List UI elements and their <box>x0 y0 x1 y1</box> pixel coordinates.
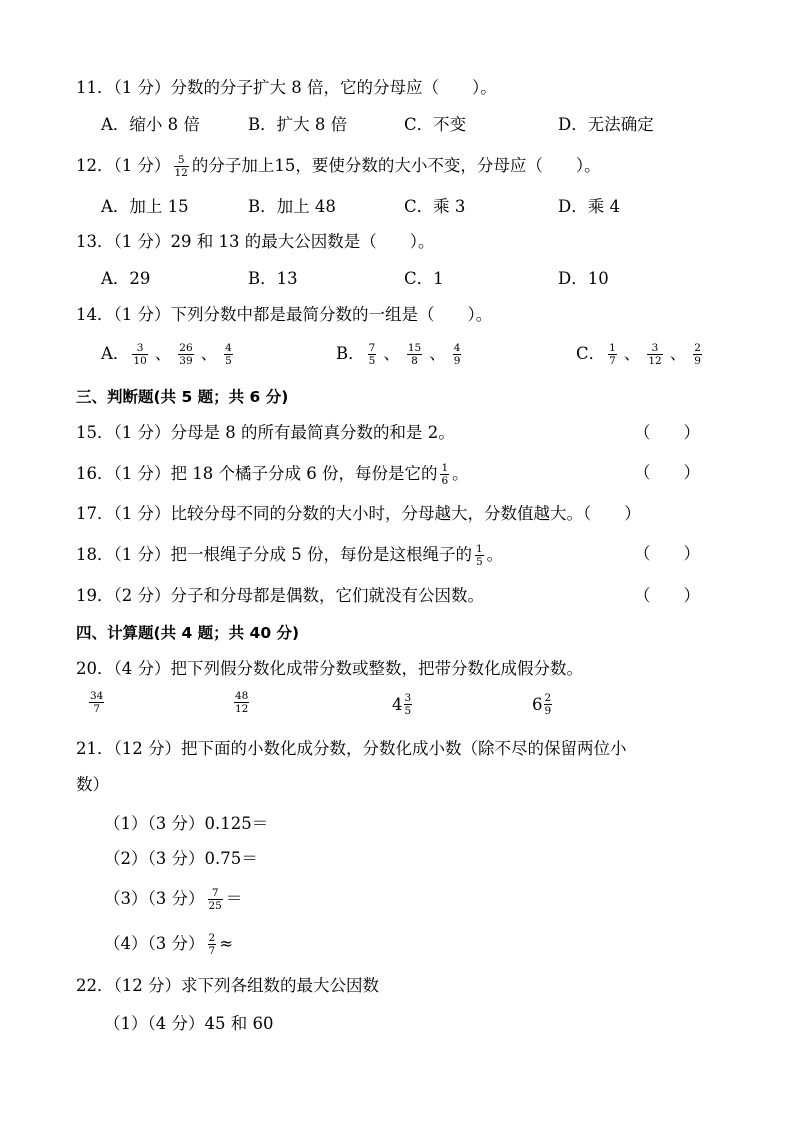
q14-a-frac-3: $\frac{4}{5}$ <box>225 342 232 367</box>
q12-frac-denominator: 12 <box>174 167 188 179</box>
separator: 、 <box>200 344 218 363</box>
q14-stem: 14．（1 分）下列分数中都是最简分数的一组是（ ）。 <box>76 305 493 324</box>
q14-a-frac-1: $\frac{3}{10}$ <box>133 342 147 367</box>
q14-label-a: A． <box>101 344 130 363</box>
q15-answer-paren: （ ） <box>634 423 700 442</box>
q20-fraction-1: $\frac{34}{7}$ <box>90 690 104 715</box>
q13-option-a: A．29 <box>101 269 151 288</box>
q20-mixed-number-2: 6 $\frac{2}{9}$ <box>532 692 552 717</box>
q21-sub-1: （1）（3 分）0.125＝ <box>104 814 269 833</box>
q12-option-a: A．加上 15 <box>101 197 189 216</box>
q20-fraction-2: $\frac{48}{12}$ <box>235 690 249 715</box>
separator: 、 <box>383 344 400 363</box>
q15-stem: 15．（1 分）分母是 8 的所有最简真分数的和是 2。 <box>76 423 455 442</box>
q21-stem-line-1: 21．（12 分）把下面的小数化成分数，分数化成小数（除不尽的保留两位小 <box>76 739 627 758</box>
q17-stem: 17．（1 分）比较分母不同的分数的大小时，分母越大，分数值越大。（ ） <box>76 504 641 523</box>
q21-sub-4: （4）（3 分） $\frac{2}{7}$ ≈ <box>104 932 234 957</box>
separator: 、 <box>623 344 641 363</box>
q11-option-b: B．扩大 8 倍 <box>248 115 348 134</box>
q22-sub-1: （1）（4 分）45 和 60 <box>104 1014 274 1033</box>
q22-stem: 22．（12 分）求下列各组数的最大公因数 <box>76 976 379 995</box>
q13-option-c: C．1 <box>404 269 444 288</box>
q12-option-d: D．乘 4 <box>558 197 620 216</box>
q14-b-frac-2: $\frac{15}{8}$ <box>407 342 422 367</box>
q11-stem: 11．（1 分）分数的分子扩大 8 倍，它的分母应（ ）。 <box>76 78 497 97</box>
q14-option-b <box>336 342 464 367</box>
q11-option-c: C．不变 <box>404 115 467 134</box>
separator: 、 <box>154 344 172 363</box>
q20-stem: 20．（4 分）把下列假分数化成带分数或整数，把带分数化成假分数。 <box>76 659 583 678</box>
q11-option-a: A．缩小 8 倍 <box>101 115 200 134</box>
q12-stem <box>76 154 601 179</box>
q19-answer-paren: （ ） <box>634 586 700 605</box>
q12-fraction <box>174 154 189 179</box>
q21-sub-2: （2）（3 分）0.75＝ <box>104 849 258 868</box>
q16-stem <box>76 462 469 487</box>
q12-prefix: 12．（1 分） <box>76 156 171 175</box>
q12-option-b: B．加上 48 <box>248 197 336 216</box>
q13-option-d: D．10 <box>558 269 609 288</box>
section-4-heading: 四、计算题(共 4 题；共 40 分) <box>76 624 300 642</box>
q18-suffix: 。 <box>486 545 504 564</box>
q14-c-frac-2: $\frac{3}{12}$ <box>648 342 662 367</box>
separator: 、 <box>669 344 687 363</box>
q21-sub-3: （3）（3 分） $\frac{7}{25}$ ＝ <box>104 887 243 912</box>
q14-c-frac-3: $\frac{2}{9}$ <box>694 342 701 367</box>
q16-answer-paren: （ ） <box>634 463 700 482</box>
q21-stem-line-2: 数） <box>76 775 109 794</box>
q16-suffix: 。 <box>452 464 469 483</box>
q16-fraction: $\frac{1}{6}$ <box>441 462 449 487</box>
q14-a-frac-2: $\frac{26}{39}$ <box>179 342 193 367</box>
q18-answer-paren: （ ） <box>634 544 700 563</box>
q12-frac-numerator: 5 <box>177 154 185 166</box>
q20-mixed-number-1: 4 $\frac{3}{5}$ <box>392 692 412 717</box>
q14-label-c: C． <box>576 344 606 363</box>
q18-fraction: $\frac{1}{5}$ <box>475 543 483 568</box>
q14-b-frac-3: $\frac{4}{9}$ <box>453 342 461 367</box>
q14-c-frac-1: $\frac{1}{7}$ <box>609 342 616 367</box>
q18-stem <box>76 543 503 568</box>
q14-option-a <box>101 342 236 367</box>
q14-option-c <box>576 342 705 367</box>
q14-label-b: B． <box>336 344 365 363</box>
q13-option-b: B．13 <box>248 269 298 288</box>
q13-stem: 13．（1 分）29 和 13 的最大公因数是（ ）。 <box>76 232 435 251</box>
q16-prefix: 16．（1 分）把 18 个橘子分成 6 份，每份是它的 <box>76 464 438 483</box>
q18-prefix: 18．（1 分）把一根绳子分成 5 份，每份是这根绳子的 <box>76 545 472 564</box>
q19-stem: 19．（2 分）分子和分母都是偶数，它们就没有公因数。 <box>76 586 484 605</box>
section-3-heading: 三、判断题(共 5 题；共 6 分) <box>76 388 289 406</box>
q12-option-c: C．乘 3 <box>404 197 466 216</box>
separator: 、 <box>429 344 446 363</box>
q12-suffix: 的分子加上15，要使分数的大小不变，分母应（ ）。 <box>191 156 601 175</box>
q11-option-d: D．无法确定 <box>558 115 654 134</box>
q14-b-frac-1: $\frac{7}{5}$ <box>368 342 376 367</box>
